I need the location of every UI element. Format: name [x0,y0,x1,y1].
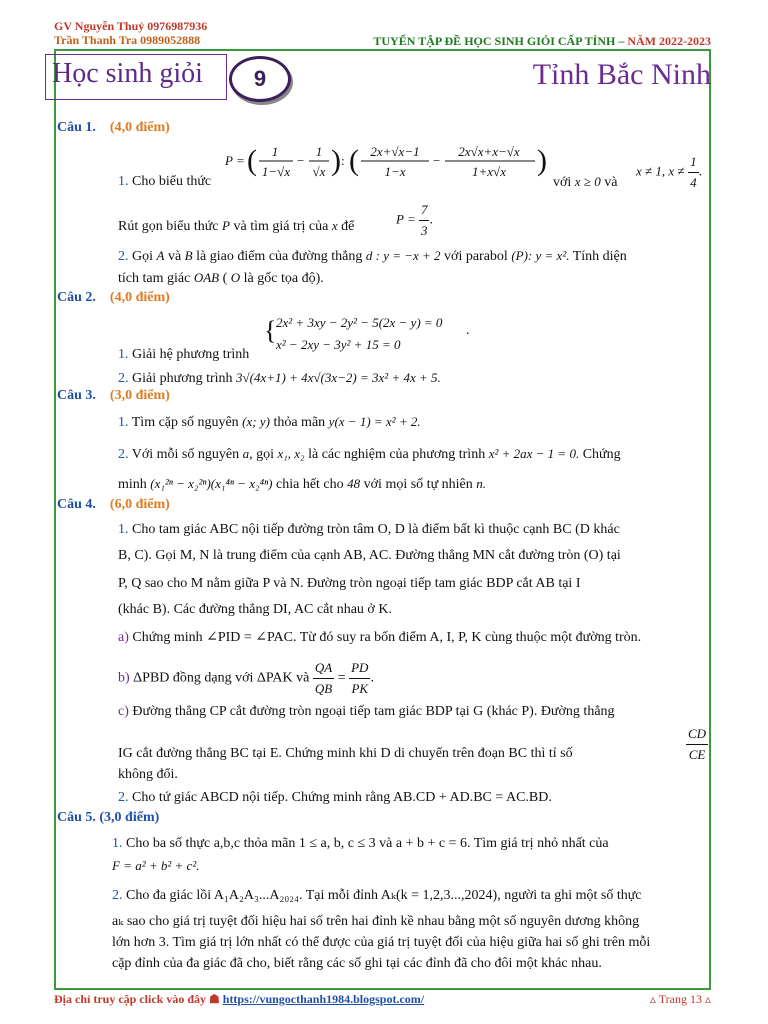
q1-cond-2-wrap: x ≠ 1, x ≠ $\frac{1}{4}$ . [636,152,702,193]
q3-quadratic: x² + 2ax − 1 = 0. [488,446,580,461]
q3-part2-text6: chia hết cho [276,477,344,492]
svg-text:): ) [331,144,341,177]
q5-part2-line3: lớn hơn 3. Tìm giá trị lớn nhất có thể được của giá trị tuyệt đối của hiệu giữa hai số ghi trên mỗi [112,935,651,950]
q1-label: Câu 1. [57,120,96,135]
q2-system-eq1: 2x² + 3xy − 2y² − 5(2x − y) = 0 [276,315,443,330]
teacher-info [54,19,207,47]
formula-p [225,136,555,188]
q1-triangle: OAB [193,270,220,285]
series-year: NĂM 2022-2023 [627,34,711,48]
footer-divider [54,988,711,990]
q3-a: a [242,446,250,461]
q1-part1-intro [118,172,211,192]
series-title-main: TUYỂN TẬP ĐỀ HỌC SINH GIỎI CẤP TỈNH – [373,34,628,48]
q1-part1-number: 1. [118,174,129,189]
q3-part2-text7: với mọi số tự nhiên [363,477,473,492]
q4-a-text: Chứng minh ∠PID = ∠PAC. Từ đó suy ra bốn điểm A, I, P, K cùng thuộc một đường tròn. [132,630,642,645]
q1-part2-t2: là giao điểm của đường thẳng [196,249,363,264]
q3-part1-text: Tìm cặp số nguyên [131,415,239,430]
q4-b-frac1 [313,658,334,699]
q1-cond-1: x ≥ 0 [574,174,601,189]
q4-b-frac1-num: QA [313,658,334,679]
q1-point-a: A [156,248,165,263]
svg-text:(: ( [247,144,257,177]
q3-heading [57,386,170,406]
q2-part1-text: Giải hệ phương trình [132,347,250,362]
q2-part2-equation: 3√(4x+1) + 4x√(3x−2) = 3x² + 4x + 5. [236,370,441,385]
q1-part2-number: 2. [118,249,129,264]
q3-part2-text2: , gọi [249,447,274,462]
q4-part-b: b) ΔPBD đồng dạng với ΔPAK và $\frac{QA}{QB}$ = $\frac{PD}{PK}$ . [118,658,374,699]
q1-part2-and: và [167,249,182,264]
q1-p-value: P = $\frac{7}{3}$ . [396,200,433,241]
q3-part2-text3: là các nghiệm của phương trình [308,447,486,462]
q1-task: Rút gọn biểu thức P và tìm giá trị của x để [118,218,355,234]
left-border [54,51,56,988]
q2-system-eq2: x² − 2xy − 3y² + 15 = 0 [276,337,401,352]
formula-f3n: 2x+√x−1 [370,144,420,159]
q1-p-frac [419,200,430,241]
q4-b-frac2-num: PD [349,658,370,679]
q5-part1-line2: F = a² + b² + c². [112,858,200,873]
q2-points: (4,0 điểm) [109,290,170,305]
q5-part1-number: 1. [112,836,123,851]
q1-point-b: B [184,248,193,263]
footer-text: Địa chỉ truy cập click vào đây [54,992,206,1006]
teacher-line-1: GV Nguyễn Thuỷ 0976987936 [54,19,208,33]
q5-part1-line1: Cho ba số thực a,b,c thỏa mãn 1 ≤ a, b, c ≤ 3 và a + b + c = 6. Tìm giá trị nhỏ nhất của [126,836,609,851]
q4-b-frac2-den: PK [351,681,369,696]
q1-conditions [553,172,617,193]
q4-b-text: ΔPBD đồng dạng với ΔPAK và [133,670,310,686]
q4-part1: 1. Cho tam giác ABC nội tiếp đường tròn tâm O, D là điểm bất kì thuộc cạnh BC (D khác [118,522,620,537]
formula-f1n: 1 [271,144,279,159]
q1-points: (4,0 điểm) [109,120,170,135]
q4-heading [57,495,170,515]
q1-cond-pre: với [553,175,572,190]
q5-part2-line2: aₖ sao cho giá trị tuyệt đối hiệu hai số trên hai đỉnh kề nhau bằng một số nguyên dương không [112,914,640,929]
formula-f1d: 1−√x [261,164,291,179]
q3-part2-text4: Chứng [582,447,621,462]
q3-part2 [118,444,713,465]
formula-f4n: 2x√x+x−√x [458,144,520,159]
q2-label: Câu 2. [57,290,96,305]
q1-p-lhs: P = [396,211,419,227]
q4-points: (6,0 điểm) [109,497,170,512]
q2-system [276,312,442,356]
q4-line1: Cho tam giác ABC nội tiếp đường tròn tâm O, D là điểm bất kì thuộc cạnh BC (D khác [132,522,620,537]
q3-part2-number: 2. [118,447,129,462]
q1-part2 [118,246,713,267]
q1-task-text: Rút gọn biểu thức [118,219,219,234]
q4-line3-wrap [118,574,713,594]
q4-c-frac-num: CD [686,724,708,745]
q4-part2 [118,788,552,808]
q2-heading [57,288,170,308]
q4-line3: P, Q sao cho M nằm giữa P và N. Đường tròn ngoại tiếp tam giác BDP cắt AB tại I [118,576,581,591]
q5-part2-line1: Cho đa giác lồi A₁A₂A₃...A₂₀₂₄. Tại mỗi đỉnh Aₖ(k = 1,2,3...,2024), người ta ghi một số thực [126,888,642,903]
blog-link[interactable]: https://vungocthanh1984.blogspot.com/ [222,992,425,1006]
q2-system-period: . [466,323,470,338]
q4-c-line2: IG cắt đường thẳng BC tại E. Chứng minh khi D di chuyển trên đoạn BC thì tỉ số [118,746,573,761]
bullet-icon-left: ▵ [649,992,656,1006]
q4-line2: B, C). Gọi M, N là trung điểm của cạnh AB, AC. Đường thẳng MN cắt đường tròn (O) tại [118,548,621,563]
formula-f2n: 1 [315,144,323,159]
q1-cond-2-frac-den: 4 [690,175,697,190]
q3-n: n. [476,476,487,491]
q4-a-label: a) [118,630,129,645]
q1-part2-t1: Gọi [132,249,153,264]
bullet-icon-right: ▵ [704,992,711,1006]
q4-c-line2-wrap [118,744,678,764]
formula-p-lhs: P = [225,153,245,168]
q1-task-text-3: để [341,219,355,234]
q1-part2-t4: Tính diện [572,249,627,264]
q4-line4: (khác B). Các đường thẳng DI, AC cắt nhau ở K. [118,602,392,617]
q4-part2-number: 2. [118,790,129,805]
q1-part2-t6: ( [222,271,228,286]
q1-heading [57,118,170,138]
q1-p-frac-num: 7 [419,200,430,221]
q4-b-label: b) [118,670,130,686]
q1-part2-t5: tích tam giác [118,271,191,286]
q1-cond-mid: và [604,175,618,190]
q1-origin: O [230,270,241,285]
q4-c-line3-wrap [118,765,178,785]
q1-parabola: (P): y = x². [511,248,570,263]
svg-text:): ) [537,144,547,177]
q4-c-frac [686,724,708,765]
q3-points: (3,0 điểm) [109,388,170,403]
q4-c-frac-wrap [686,724,708,765]
formula-f3d: 1−x [384,164,406,179]
q4-line2-wrap [118,546,713,566]
q5-part2-line4: cặp đỉnh của đa giác đã cho, biết rằng các số ghi tại các đỉnh đã cho đôi một khác nhau. [112,956,602,971]
q1-line-d: d : y = −x + 2 [365,248,441,263]
q4-c-line1: Đường thẳng CP cắt đường tròn ngoại tiếp tam giác BDP tại G (khác P). Đường thẳng [132,704,615,719]
q4-b-frac2 [349,658,370,699]
q2-part1-number: 1. [118,347,129,362]
q3-pair: (x; y) [242,414,270,429]
q4-part-a [118,628,641,648]
series-title [373,34,711,49]
q4-part2-text: Cho tứ giác ABCD nội tiếp. Chứng minh rằng AB.CD + AD.BC = AC.BD. [132,790,552,805]
q3-expression: (x₁²ⁿ − x₂²ⁿ)(x₁⁴ⁿ − x₂⁴ⁿ) [150,476,273,491]
svg-text:−: − [297,153,305,168]
grade-badge: 9 [229,56,291,102]
q1-cond-2: x ≠ 1, x ≠ [636,163,685,179]
q1-cond-2-frac-num: 1 [688,152,699,173]
q1-task-text-2: và tìm giá trị của [233,219,329,234]
q5-label: Câu 5. (3,0 điểm) [57,810,160,825]
teacher-line-2: Trần Thanh Tra 0989052888 [54,33,201,47]
q5-part2-number: 2. [112,888,123,903]
q3-part1 [118,412,421,433]
svg-text::: : [341,153,345,168]
q4-c-line3: không đổi. [118,767,178,782]
formula-f4d: 1+x√x [472,164,506,179]
formula-f2d: √x [312,164,326,179]
q2-system-brace: { [264,316,277,345]
svg-text:(: ( [349,144,359,177]
page-number-text: Trang 13 [658,992,702,1006]
province-title: Tỉnh Bắc Ninh [532,58,711,91]
q1-part2-t3: với parabol [444,249,508,264]
q4-c-label: c) [118,704,129,719]
q2-part2-number: 2. [118,371,129,386]
q3-part2-text: Với mỗi số nguyên [131,447,240,462]
q4-b-frac1-den: QB [314,681,333,696]
q3-part2-text5: minh [118,477,147,492]
q1-p-frac-den: 3 [420,223,428,238]
footer-link-area [54,992,424,1007]
home-icon: ☗ [209,992,220,1006]
q1-part1-text: Cho biểu thức [132,174,212,189]
q3-48: 48 [347,476,361,491]
q5-part2 [112,886,713,906]
q2-part1 [118,345,249,365]
q5-heading [57,808,159,828]
svg-text:−: − [433,153,441,168]
q1-part2-t7: là gốc tọa độ). [243,271,324,286]
doc-category: Học sinh giỏi [52,58,203,89]
q5-part1 [112,834,713,854]
q3-equation: y(x − 1) = x² + 2. [328,414,421,429]
q3-label: Câu 3. [57,388,96,403]
q4-c-frac-den: CE [688,747,706,762]
q3-part1-number: 1. [118,415,129,430]
q1-part2-line2 [118,268,324,289]
q1-cond-2-frac [688,152,699,193]
q3-part1-text2: thỏa mãn [273,415,326,430]
q4-label: Câu 4. [57,497,96,512]
q4-part-c [118,702,713,722]
q3-roots: x₁, x₂ [277,446,305,461]
q2-part2-text: Giải phương trình [132,371,233,386]
header-divider [54,49,711,51]
page-number [650,992,711,1007]
q3-part2-line2 [118,474,486,495]
q4-line4-wrap [118,600,392,620]
